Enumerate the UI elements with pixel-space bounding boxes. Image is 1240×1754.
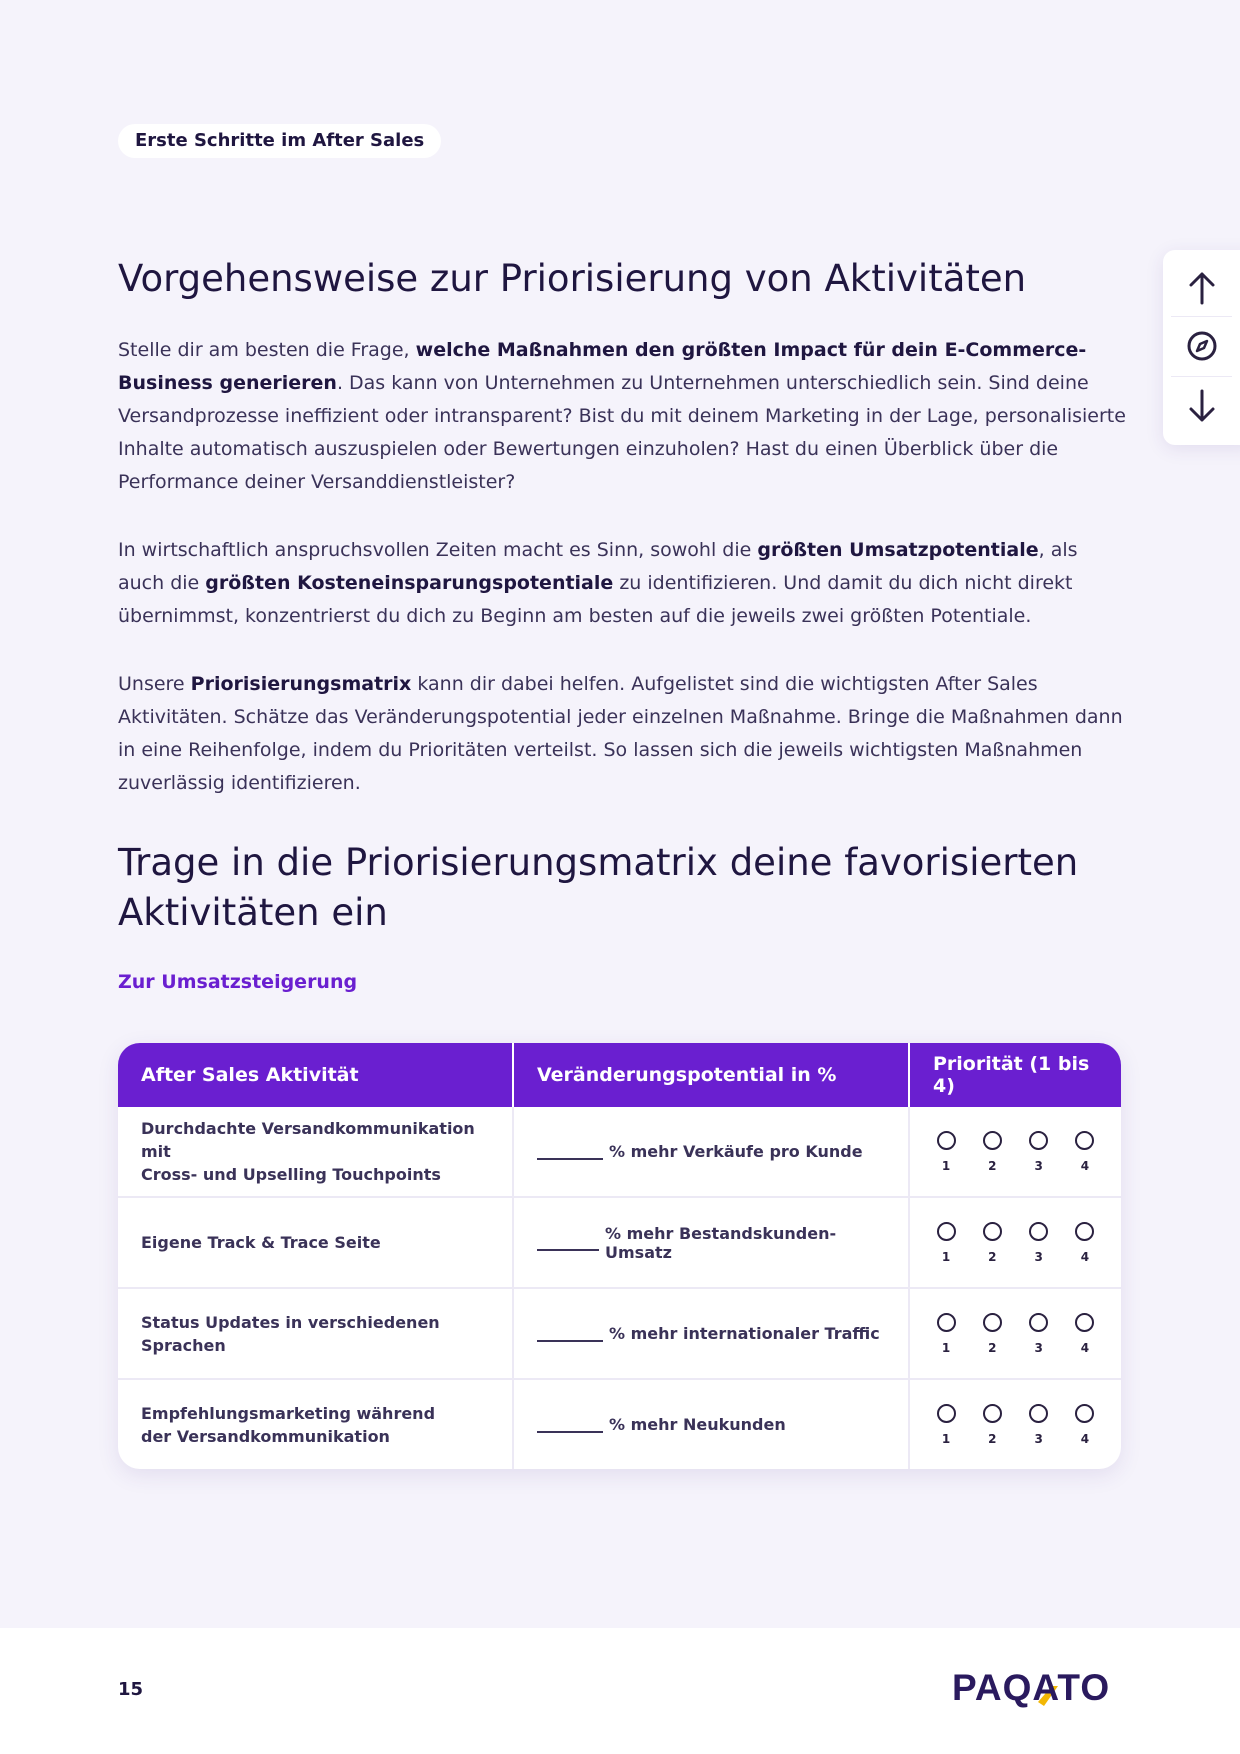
priority-option[interactable]	[981, 1313, 1003, 1355]
nav-separator	[1171, 316, 1232, 317]
priority-option[interactable]	[981, 1404, 1003, 1446]
radio-circle-icon[interactable]	[937, 1404, 956, 1423]
radio-circle-icon[interactable]	[983, 1313, 1002, 1332]
priority-option[interactable]	[1074, 1222, 1096, 1264]
priority-radio-group	[933, 1131, 1098, 1173]
priority-radio-group	[933, 1222, 1098, 1264]
page-footer	[0, 1628, 1240, 1754]
priority-option[interactable]	[935, 1131, 957, 1173]
radio-circle-icon[interactable]	[1029, 1404, 1048, 1423]
nav-separator	[1171, 376, 1232, 377]
potential-label: % mehr Neukunden	[609, 1415, 786, 1434]
priority-radio-group	[933, 1313, 1098, 1355]
potential-label: % mehr Bestandskunden-Umsatz	[605, 1223, 837, 1262]
priority-number: 3	[1034, 1158, 1043, 1173]
activity-cell	[118, 1289, 514, 1378]
radio-circle-icon[interactable]	[1029, 1313, 1048, 1332]
priority-option[interactable]	[1028, 1313, 1050, 1355]
potential-cell	[514, 1380, 910, 1469]
priority-number: 3	[1034, 1249, 1043, 1264]
activity-cell	[118, 1380, 514, 1469]
priority-number: 3	[1034, 1340, 1043, 1355]
paragraph-1: Stelle dir am besten die Frage, welche Maßnahmen den größten Impact für dein E-Commerce-Business generieren. Das kann von Unternehmen zu Unternehmen unterschiedlich sein. Sind deine Versandprozesse ineffizient oder intransparent? Bist du mit deinem Marketing in der Lage, personalisierte Inhalte automatisch auszuspielen oder Bewertungen einzuholen? Hast du einen Überblick über die Performance deiner Versanddienstleister?	[118, 339, 1126, 493]
arrow-up-icon	[1187, 270, 1217, 306]
activity-label: Eigene Track & Trace Seite	[141, 1233, 381, 1252]
navigation-button[interactable]	[1163, 318, 1240, 374]
table-row	[118, 1196, 1121, 1287]
priority-cell	[910, 1380, 1121, 1469]
header-priority: Priorität (1 bis 4)	[933, 1053, 1090, 1097]
table-row	[118, 1287, 1121, 1378]
radio-circle-icon[interactable]	[937, 1313, 956, 1332]
priority-option[interactable]	[935, 1222, 957, 1264]
side-navigation	[1163, 250, 1240, 445]
radio-circle-icon[interactable]	[983, 1404, 1002, 1423]
radio-circle-icon[interactable]	[983, 1222, 1002, 1241]
priority-option[interactable]	[1074, 1131, 1096, 1173]
percentage-input-line[interactable]	[537, 1326, 603, 1342]
priority-number: 2	[988, 1158, 997, 1173]
priority-number: 1	[941, 1431, 951, 1446]
priority-number: 1	[941, 1158, 951, 1173]
priority-number: 4	[1080, 1340, 1090, 1355]
priority-number: 1	[941, 1249, 951, 1264]
radio-circle-icon[interactable]	[937, 1222, 956, 1241]
matrix-heading: Trage in die Priorisierungsmatrix deine favorisierten Aktivitäten ein	[118, 841, 1079, 934]
radio-circle-icon[interactable]	[1029, 1131, 1048, 1150]
header-potential: Veränderungspotential in %	[514, 1043, 910, 1107]
activity-label: der Versandkommunikation	[141, 1426, 390, 1446]
activity-cell	[118, 1198, 514, 1287]
table-header-row	[118, 1043, 1121, 1107]
logo-text: PAQATO	[952, 1667, 1111, 1708]
radio-circle-icon[interactable]	[1075, 1313, 1094, 1332]
priority-option[interactable]	[1028, 1222, 1050, 1264]
activity-label: Durchdachte Versandkommunikation mit	[141, 1119, 475, 1161]
radio-circle-icon[interactable]	[1075, 1222, 1094, 1241]
radio-circle-icon[interactable]	[937, 1131, 956, 1150]
priority-number: 2	[988, 1340, 997, 1355]
priority-number: 3	[1034, 1431, 1043, 1446]
priority-cell	[910, 1198, 1121, 1287]
compass-icon	[1185, 329, 1219, 363]
priority-option[interactable]	[935, 1404, 957, 1446]
activity-label: Cross- und Upselling Touchpoints	[141, 1165, 441, 1184]
scroll-up-button[interactable]	[1163, 260, 1240, 316]
priority-number: 4	[1080, 1158, 1090, 1173]
scroll-down-button[interactable]	[1163, 378, 1240, 434]
potential-label: % mehr internationaler Traffic	[609, 1324, 880, 1343]
priority-option[interactable]	[981, 1131, 1003, 1173]
potential-cell	[514, 1289, 910, 1378]
page-number: 15	[118, 1679, 144, 1700]
potential-cell	[514, 1198, 910, 1287]
priority-option[interactable]	[1074, 1404, 1096, 1446]
priority-option[interactable]	[935, 1313, 957, 1355]
table-row	[118, 1378, 1121, 1469]
potential-cell	[514, 1107, 910, 1196]
priority-cell	[910, 1289, 1121, 1378]
priority-option[interactable]	[1028, 1404, 1050, 1446]
table-body	[118, 1107, 1121, 1469]
radio-circle-icon[interactable]	[983, 1131, 1002, 1150]
potential-label: % mehr Verkäufe pro Kunde	[609, 1142, 863, 1161]
header-activity: After Sales Aktivität	[118, 1043, 514, 1107]
priority-matrix-table	[118, 1043, 1121, 1469]
priority-cell	[910, 1107, 1121, 1196]
section-chip: Erste Schritte im After Sales	[118, 124, 441, 158]
page-title: Vorgehensweise zur Priorisierung von Aktivitäten	[118, 257, 1027, 300]
priority-number: 2	[988, 1431, 997, 1446]
radio-circle-icon[interactable]	[1075, 1131, 1094, 1150]
percentage-input-line[interactable]	[537, 1144, 603, 1160]
priority-number: 2	[988, 1249, 997, 1264]
table-row	[118, 1107, 1121, 1196]
priority-option[interactable]	[1028, 1131, 1050, 1173]
percentage-input-line[interactable]	[537, 1235, 599, 1251]
paragraph-2: In wirtschaftlich anspruchsvollen Zeiten macht es Sinn, sowohl die größten Umsatzpotentiale, als auch die größten Kosteneinsparungspotentiale zu identifizieren. Und damit du dich nicht direkt übernimmst, konzentrierst du dich zu Beginn am besten auf die jeweils zwei größten Potentiale.	[118, 539, 1078, 627]
section-label-umsatz: Zur Umsatzsteigerung	[118, 971, 358, 993]
priority-number: 1	[941, 1340, 951, 1355]
priority-number: 4	[1080, 1431, 1090, 1446]
activity-label: Empfehlungsmarketing während	[141, 1403, 436, 1423]
paragraph-3: Unsere Priorisierungsmatrix kann dir dabei helfen. Aufgelistet sind die wichtigsten After Sales Aktivitäten. Schätze das Veränderungspotential jeder einzelnen Maßnahme. Bringe die Maßnahmen dann in eine Reihenfolge, indem du Prioritäten verteilst. So lassen sich die jeweils wichtigsten Maßnahmen zuverlässig identifizieren.	[118, 673, 1123, 794]
priority-number: 4	[1080, 1249, 1090, 1264]
radio-circle-icon[interactable]	[1075, 1404, 1094, 1423]
paqato-logo	[952, 1666, 1124, 1714]
activity-label: Status Updates in verschiedenen Sprachen	[141, 1312, 440, 1355]
priority-option[interactable]	[1074, 1313, 1096, 1355]
arrow-down-icon	[1187, 388, 1217, 424]
radio-circle-icon[interactable]	[1029, 1222, 1048, 1241]
priority-option[interactable]	[981, 1222, 1003, 1264]
percentage-input-line[interactable]	[537, 1417, 603, 1433]
priority-radio-group	[933, 1404, 1098, 1446]
activity-cell	[118, 1107, 514, 1196]
